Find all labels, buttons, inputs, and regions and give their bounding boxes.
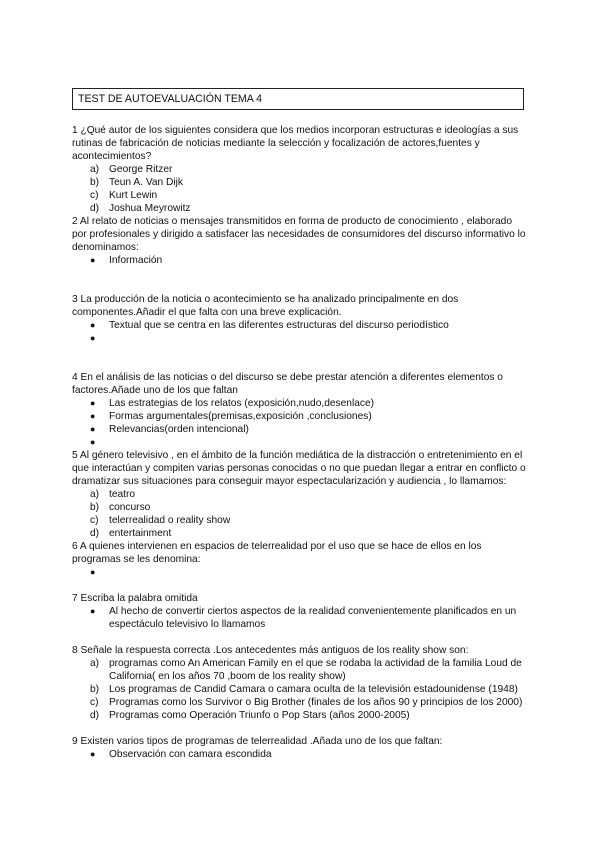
bullet-item: ● Las estrategias de los relatos (exposición,nudo,desenlace) <box>90 398 375 409</box>
bullet-icon: ● <box>90 437 96 447</box>
page-title: TEST DE AUTOEVALUACIÓN TEMA 4 <box>78 93 263 105</box>
question-4-text: 4 En el análisis de las noticias o del discurso se debe prestar atención a diferentes elementos o factores.Añade uno de los que faltan <box>72 372 503 396</box>
option-item: d) Programas como Operación Triunfo o Pop Stars (años 2000-2005) <box>90 710 410 721</box>
question-4-bullets <box>72 397 528 449</box>
question-8-text: 8 Señale la respuesta correcta .Los antecedentes más antiguos de los reality show son: <box>72 645 469 656</box>
bullet-item <box>72 566 528 579</box>
bullet-icon: ● <box>90 320 96 330</box>
bullet-icon: ● <box>90 606 96 616</box>
question-7-bullets <box>72 605 528 631</box>
question-6-bullets <box>72 566 528 579</box>
question-1-text: 1 ¿Qué autor de los siguientes considera que los medios incorporan estructuras e ideologías a sus rutinas de fabricación de noticias mediante la selección y focalización de actores,fuentes y acontecimientos? <box>72 125 519 162</box>
option-item: a) programas como An American Family en el que se rodaba la actividad de la familia Loud de California( en los años 70 ,boom de los reality show) <box>90 658 522 682</box>
bullet-item: ● Observación con camara escondida <box>90 749 272 760</box>
question-3-text: 3 La producción de la noticia o acontecimiento se ha analizado principalmente en dos componentes.Añadir el que falta con una breve explicación. <box>72 294 459 318</box>
title-box <box>72 88 524 110</box>
question-2-bullets <box>72 254 528 267</box>
option-item: b) Los programas de Candid Camara o camara oculta de la televisión estadounidense (1948) <box>90 684 518 695</box>
bullet-icon: ● <box>90 333 96 343</box>
option-item: c) Programas como los Survivor o Big Brother (finales de los años 90 y principios de los 2000) <box>90 697 523 708</box>
option-item: d) Joshua Meyrowitz <box>90 203 191 214</box>
bullet-item: ● Al hecho de convertir ciertos aspectos de la realidad convenientemente planificados en un espectáculo televisivo lo llamamos <box>90 606 517 630</box>
option-item: a) George Ritzer <box>90 164 173 175</box>
question-6-text: 6 A quienes intervienen en espacios de telerrealidad por el uso que se hace de ellos en los programas se les denomina: <box>72 541 482 565</box>
question-3-bullets <box>72 319 528 345</box>
option-item: c) telerrealidad o reality show <box>90 515 231 526</box>
bullet-icon: ● <box>90 567 96 577</box>
bullet-item <box>72 436 528 449</box>
option-item: b) concurso <box>90 502 151 513</box>
bullet-item: ● Formas argumentales(premisas,exposición ,conclusiones) <box>90 411 372 422</box>
option-item: c) Kurt Lewin <box>90 190 158 201</box>
bullet-item: ● Relevancias(orden intencional) <box>90 424 249 435</box>
bullet-icon: ● <box>90 255 96 265</box>
question-2-text: 2 Al relato de noticias o mensajes transmitidos en forma de producto de conocimiento , elaborado por profesionales y dirigido a satisfacer las necesidades de consumidores del discurso informativo lo denominamos: <box>72 216 526 253</box>
question-1-options <box>72 163 528 215</box>
question-8-options <box>72 657 528 722</box>
bullet-icon: ● <box>90 749 96 759</box>
question-5-options <box>72 488 528 540</box>
question-7-text: 7 Escriba la palabra omitida <box>72 593 198 604</box>
option-item: d) entertainment <box>90 528 172 539</box>
bullet-icon: ● <box>90 411 96 421</box>
bullet-icon: ● <box>90 424 96 434</box>
bullet-item <box>72 332 528 345</box>
question-9-bullets <box>72 748 528 761</box>
bullet-item: ● Información <box>90 255 163 266</box>
question-list <box>72 124 528 761</box>
option-item: b) Teun A. Van Dijk <box>90 177 183 188</box>
question-5-text: 5 Al género televisivo , en el ámbito de la función mediática de la distracción o entretenimiento en el que interactúan y compiten varias personas conocidas o no que puedan llegar a entrar en conflicto o dramatizar sus situaciones para conseguir mayor espectacularización y audiencia , lo llamamos: <box>72 450 526 487</box>
bullet-item: ● Textual que se centra en las diferentes estructuras del discurso periodístico <box>90 320 449 331</box>
bullet-icon: ● <box>90 398 96 408</box>
question-9-text: 9 Existen varios tipos de programas de telerrealidad .Añada uno de los que faltan: <box>72 736 443 747</box>
option-item: a) teatro <box>90 489 136 500</box>
